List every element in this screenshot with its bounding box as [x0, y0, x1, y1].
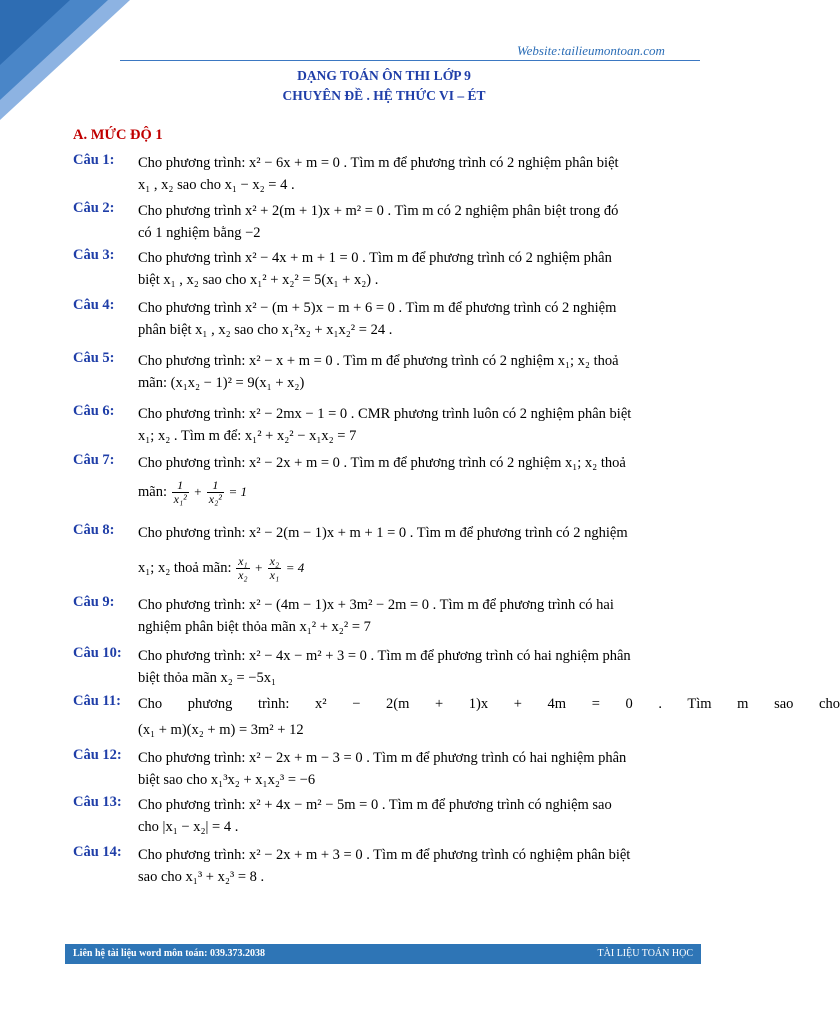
question-number: Câu 13: [73, 794, 122, 810]
question-number: Câu 5: [73, 350, 115, 366]
question-line: phân biệt x₁ , x₂ sao cho x₁²x₂ + x₁x₂² = 24 . [138, 322, 393, 338]
question-line: biệt thỏa mãn x₂ = −5x₁ [138, 670, 277, 686]
question-line: Cho phương trình: x² − 2(m + 1)x + 4m = 0 . Tìm m sao cho [138, 696, 840, 712]
question-line: Cho phương trình: x² − 4x − m² + 3 = 0 . Tìm m để phương trình có hai nghiệm phân [138, 648, 631, 664]
question-line: x₁; x₂ . Tìm m để: x₁² + x₂² − x₁x₂ = 7 [138, 428, 357, 444]
question-line: Cho phương trình: x² − 2x + m − 3 = 0 . Tìm m để phương trình có hai nghiệm phân [138, 750, 627, 766]
question-number: Câu 1: [73, 152, 115, 168]
fraction [207, 479, 224, 506]
fraction-denominator: x₁ [269, 568, 280, 583]
question-text [138, 844, 695, 888]
question-line [138, 474, 695, 510]
plus-sign: + [193, 484, 203, 499]
question-line: cho |x₁ − x₂| = 4 . [138, 819, 239, 835]
plus-sign: + [254, 560, 264, 575]
question-text [138, 693, 840, 741]
question-number: Câu 11: [73, 693, 121, 709]
question-line [138, 550, 695, 586]
question-number: Câu 10: [73, 645, 122, 661]
question-text [138, 452, 695, 510]
question-number: Câu 2: [73, 200, 115, 216]
website-label: Website:tailieumontoan.com [517, 43, 665, 58]
question-text [138, 200, 695, 244]
document-title: DẠNG TOÁN ÔN THI LỚP 9 [297, 68, 471, 83]
question-text [138, 247, 695, 291]
question-line: Cho phương trình: x² − x + m = 0 . Tìm m để phương trình có 2 nghiệm x₁; x₂ thoả [138, 353, 619, 369]
footer-brand: TÀI LIỆU TOÁN HỌC [597, 948, 693, 959]
question-line-prefix: x₁; x₂ thoả mãn: [138, 560, 232, 576]
question-line: Cho phương trình: x² + 4x − m² − 5m = 0 . Tìm m để phương trình có nghiệm sao [138, 797, 612, 813]
question-line: Cho phương trình x² − 4x + m + 1 = 0 . Tìm m để phương trình có 2 nghiệm phân [138, 250, 612, 266]
section-heading: A. MỨC ĐỘ 1 [73, 127, 163, 143]
question-line: Cho phương trình: x² − 6x + m = 0 . Tìm m để phương trình có 2 nghiệm phân biệt [138, 155, 619, 171]
fraction [172, 479, 189, 506]
question-line: (x₁ + m)(x₂ + m) = 3m² + 12 [138, 722, 304, 738]
question-text [138, 794, 695, 838]
footer-bar [65, 944, 701, 964]
question-number: Câu 14: [73, 844, 122, 860]
question-line: Cho phương trình x² + 2(m + 1)x + m² = 0 . Tìm m có 2 nghiệm phân biệt trong đó [138, 203, 619, 219]
question-text [138, 152, 695, 196]
question-text [138, 747, 695, 791]
question-line-prefix: mãn: [138, 484, 167, 500]
question-line: Cho phương trình: x² − 2mx − 1 = 0 . CMR phương trình luôn có 2 nghiệm phân biệt [138, 406, 632, 422]
question-line: Cho phương trình x² − (m + 5)x − m + 6 = 0 . Tìm m để phương trình có 2 nghiệm [138, 300, 617, 316]
question-line: biệt x₁ , x₂ sao cho x₁² + x₂² = 5(x₁ + x₂) . [138, 272, 379, 288]
question-line: Cho phương trình: x² − (4m − 1)x + 3m² − 2m = 0 . Tìm m để phương trình có hai [138, 597, 614, 613]
question-line: biệt sao cho x₁³x₂ + x₁x₂³ = −6 [138, 772, 316, 788]
fraction-denominator: x₂² [208, 492, 222, 507]
question-line: có 1 nghiệm bằng −2 [138, 225, 261, 241]
fraction-numerator: 1 [172, 479, 189, 493]
fraction-denominator: x₁² [173, 492, 187, 507]
fraction-numerator: 1 [207, 479, 224, 493]
question-number: Câu 12: [73, 747, 122, 763]
question-number: Câu 3: [73, 247, 115, 263]
fraction [236, 555, 250, 582]
question-text [138, 645, 695, 689]
question-text [138, 522, 695, 586]
document-subtitle: CHUYÊN ĐỀ . HỆ THỨC VI – ÉT [282, 88, 486, 103]
question-line: x₁ , x₂ sao cho x₁ − x₂ = 4 . [138, 177, 295, 193]
fraction-denominator: x₂ [238, 568, 248, 583]
question-line: Cho phương trình: x² − 2x + m + 3 = 0 . Tìm m để phương trình có nghiệm phân biệt [138, 847, 631, 863]
question-text [138, 297, 695, 341]
question-line: Cho phương trình: x² − 2x + m = 0 . Tìm m để phương trình có 2 nghiệm x₁; x₂ thoả [138, 455, 626, 471]
question-text [138, 350, 695, 394]
question-text [138, 403, 695, 447]
header-divider [120, 60, 700, 61]
footer-contact: Liên hệ tài liệu word môn toán: 039.373.2038 [73, 948, 265, 959]
question-text [138, 594, 695, 638]
question-line: Cho phương trình: x² − 2(m − 1)x + m + 1 = 0 . Tìm m để phương trình có 2 nghiệm [138, 525, 628, 541]
question-number: Câu 4: [73, 297, 115, 313]
equation-rhs: = 4 [285, 560, 305, 575]
question-line: nghiệm phân biệt thỏa mãn x₁² + x₂² = 7 [138, 619, 371, 635]
fraction-numerator: x₂ [269, 554, 280, 569]
question-number: Câu 9: [73, 594, 115, 610]
question-line: sao cho x₁³ + x₂³ = 8 . [138, 869, 265, 885]
question-number: Câu 8: [73, 522, 115, 538]
question-line: mãn: (x₁x₂ − 1)² = 9(x₁ + x₂) [138, 375, 305, 391]
question-number: Câu 6: [73, 403, 115, 419]
equation-rhs: = 1 [228, 484, 248, 499]
corner-decoration [0, 0, 130, 125]
fraction [268, 555, 282, 582]
fraction-numerator: x₁ [238, 554, 248, 569]
question-number: Câu 7: [73, 452, 115, 468]
